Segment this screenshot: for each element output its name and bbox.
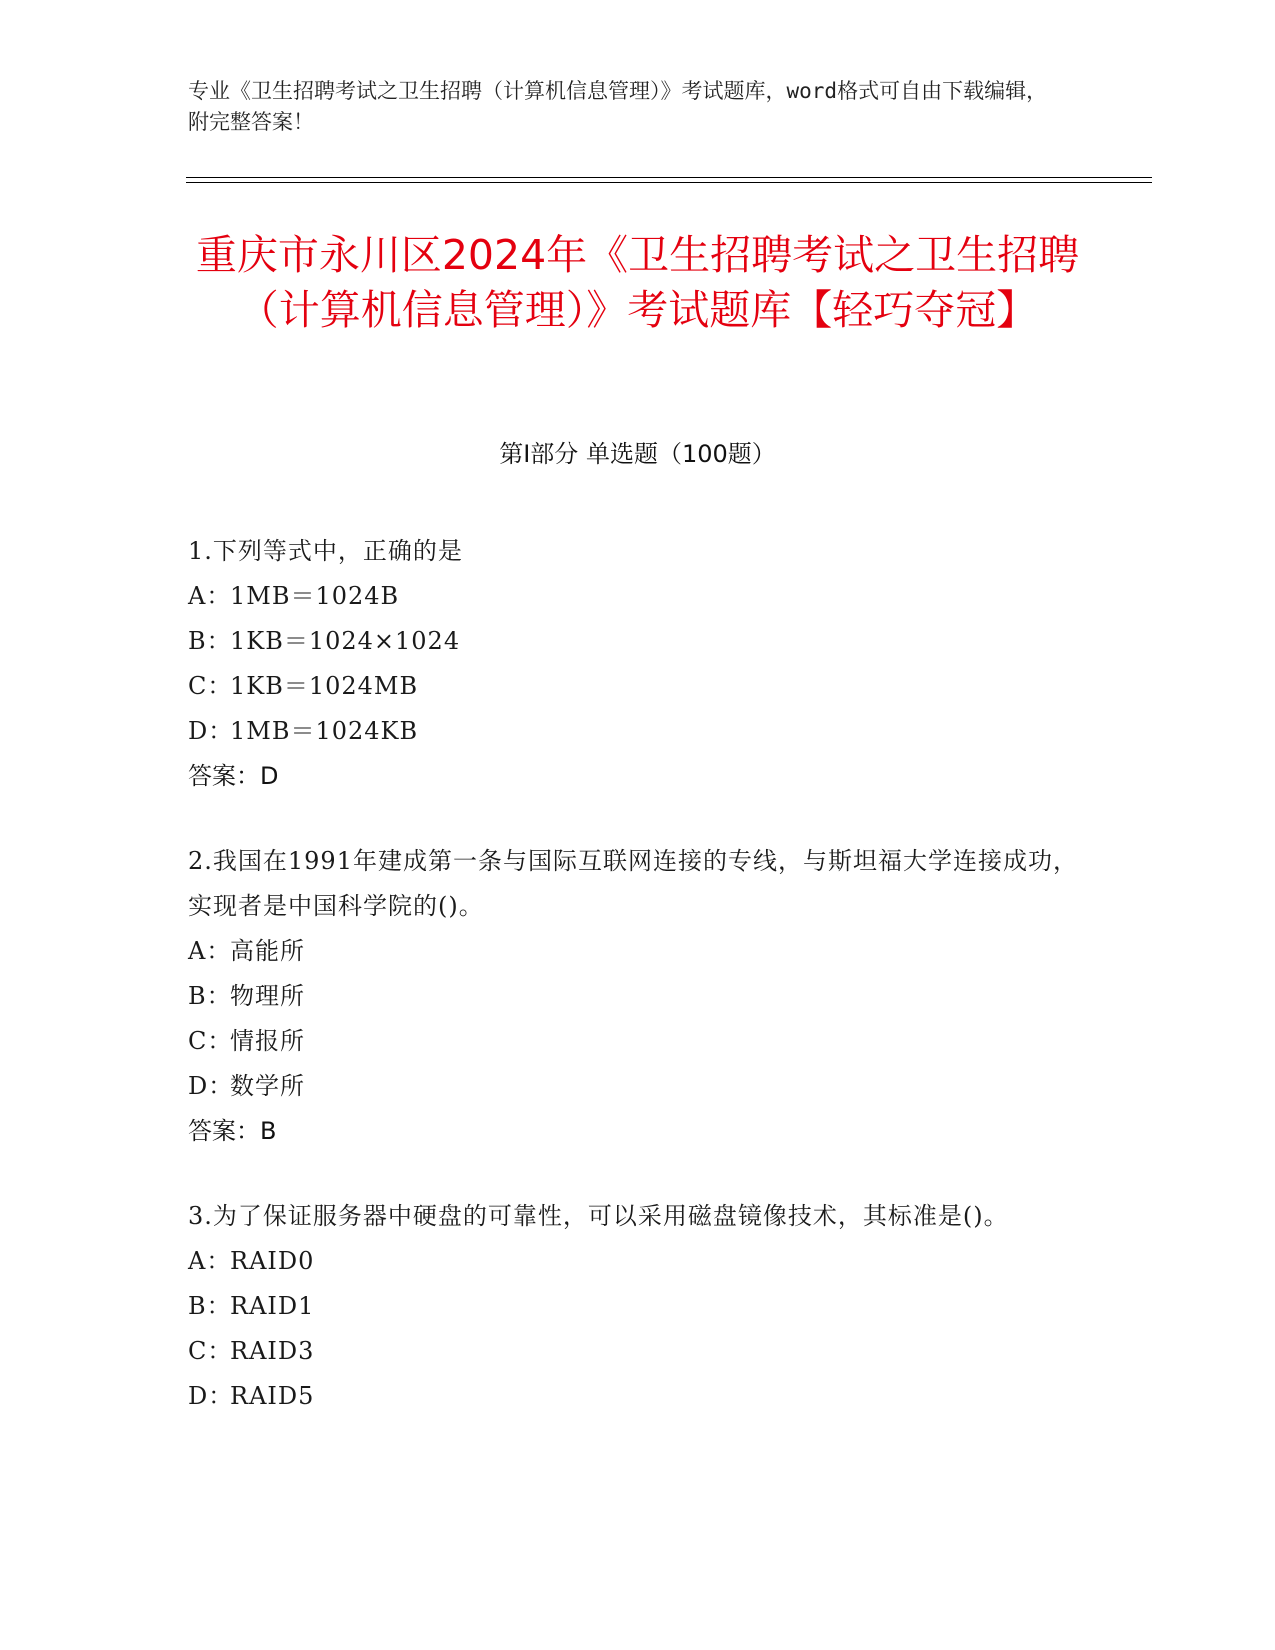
option-a bbox=[188, 574, 1078, 619]
option-key: C： bbox=[188, 672, 233, 700]
document-title: 重庆市永川区2024年《卫生招聘考试之卫生招聘（计算机信息管理）》考试题库【轻巧夺冠】 bbox=[195, 231, 1080, 334]
question-1 bbox=[188, 529, 1078, 799]
option-key: A： bbox=[188, 582, 232, 610]
option-key: D： bbox=[188, 1072, 234, 1100]
answer-line: 答案：D bbox=[188, 762, 279, 790]
option-value: RAID1 bbox=[230, 1292, 315, 1320]
question-text: 2.我国在1991年建成第一条与国际互联网连接的专线，与斯坦福大学连接成功，实现者是中国科学院的()。 bbox=[188, 847, 1078, 920]
header-rule-top bbox=[186, 177, 1152, 178]
section-heading: 第I部分 单选题（100题） bbox=[499, 440, 776, 468]
option-key: B： bbox=[188, 627, 232, 655]
option-value: 1MB＝1024KB bbox=[230, 717, 419, 745]
option-key: A： bbox=[188, 1247, 232, 1275]
option-value: 情报所 bbox=[230, 1027, 305, 1055]
option-b bbox=[188, 619, 1078, 664]
option-value: 1MB＝1024B bbox=[230, 582, 400, 610]
option-c bbox=[188, 664, 1078, 709]
question-text: 3.为了保证服务器中硬盘的可靠性，可以采用磁盘镜像技术，其标准是()。 bbox=[188, 1202, 1009, 1230]
option-key: C： bbox=[188, 1027, 233, 1055]
option-key: D： bbox=[188, 1382, 234, 1410]
option-key: C： bbox=[188, 1337, 233, 1365]
option-value: 高能所 bbox=[230, 937, 305, 965]
option-value: 数学所 bbox=[230, 1072, 305, 1100]
header-rule-bottom bbox=[186, 182, 1152, 183]
option-key: B： bbox=[188, 1292, 232, 1320]
question-list bbox=[188, 529, 1078, 1459]
option-key: A： bbox=[188, 937, 232, 965]
option-value: 1KB＝1024×1024 bbox=[230, 627, 461, 655]
question-text: 1.下列等式中，正确的是 bbox=[188, 537, 463, 565]
option-c bbox=[188, 1019, 1078, 1064]
option-d bbox=[188, 1064, 1078, 1109]
question-2 bbox=[188, 839, 1078, 1154]
option-value: RAID5 bbox=[230, 1382, 315, 1410]
option-key: B： bbox=[188, 982, 232, 1010]
option-value: 物理所 bbox=[230, 982, 305, 1010]
option-value: 1KB＝1024MB bbox=[230, 672, 419, 700]
option-value: RAID3 bbox=[230, 1337, 315, 1365]
option-d bbox=[188, 709, 1078, 754]
option-key: D： bbox=[188, 717, 234, 745]
option-d bbox=[188, 1374, 1078, 1419]
question-3 bbox=[188, 1194, 1078, 1419]
answer-line: 答案：B bbox=[188, 1117, 277, 1145]
option-a bbox=[188, 929, 1078, 974]
option-b bbox=[188, 974, 1078, 1019]
header-note: 专业《卫生招聘考试之卫生招聘（计算机信息管理）》考试题库，word格式可自由下载编辑，附完整答案！ bbox=[188, 79, 1048, 134]
option-value: RAID0 bbox=[230, 1247, 315, 1275]
option-c bbox=[188, 1329, 1078, 1374]
option-a bbox=[188, 1239, 1078, 1284]
option-b bbox=[188, 1284, 1078, 1329]
